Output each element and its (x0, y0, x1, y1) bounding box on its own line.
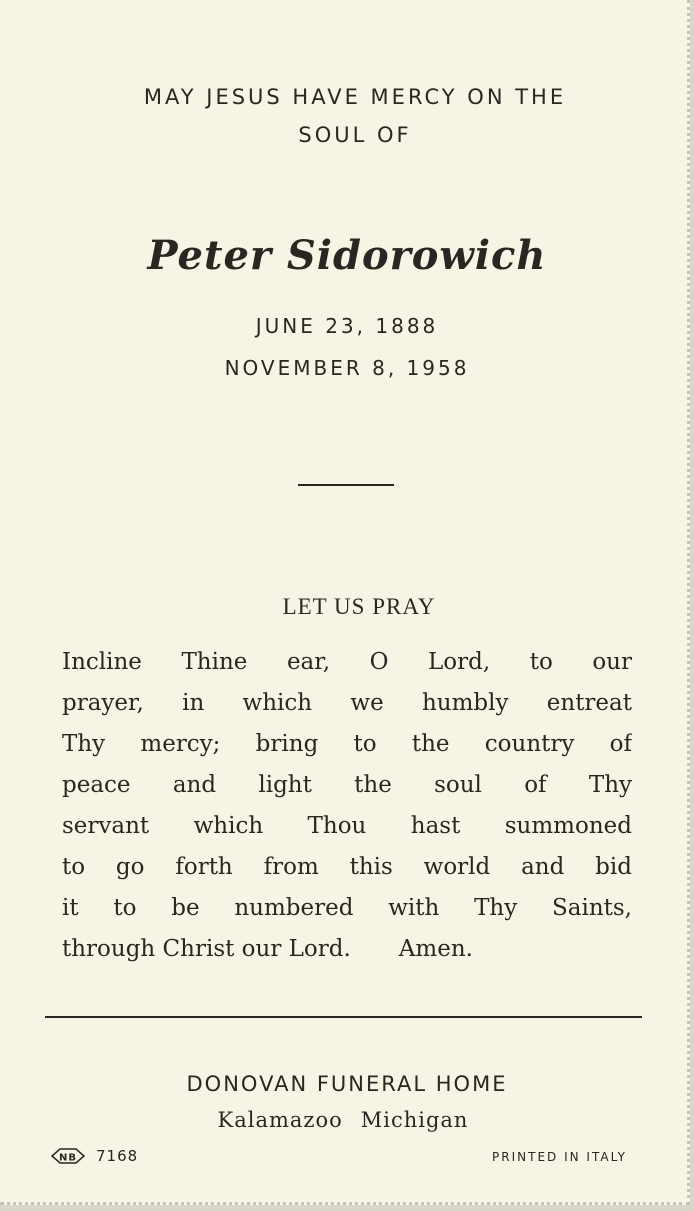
catalog-mark (50, 1146, 138, 1166)
short-divider (298, 484, 394, 486)
prayer-line: peace and light the soul of Thy (62, 772, 632, 798)
deceased-name: Peter Sidorowich (147, 232, 547, 279)
printed-in: PRINTED IN ITALY (492, 1150, 627, 1164)
catalog-number: 7168 (96, 1147, 139, 1165)
nb-publisher-logo-icon (50, 1146, 86, 1166)
prayer-line: prayer, in which we humbly entreat (62, 690, 632, 716)
svg-text:NB: NB (59, 1152, 77, 1164)
prayer-last-line (62, 929, 632, 970)
header-line-2: SOUL OF (298, 123, 412, 147)
long-divider (45, 1016, 642, 1018)
header-line-1: MAY JESUS HAVE MERCY ON THE (143, 85, 567, 109)
prayer-text (62, 642, 632, 970)
prayer-line: it to be numbered with Thy Saints, (62, 895, 632, 921)
amen: Amen. (398, 936, 473, 962)
prayer-title: LET US PRAY (282, 594, 436, 619)
funeral-home-state: Michigan (360, 1108, 469, 1132)
prayer-line: servant which Thou hast summoned (62, 813, 632, 839)
prayer-closing: through Christ our Lord. (62, 936, 351, 962)
funeral-home-name: DONOVAN FUNERAL HOME (186, 1072, 508, 1096)
funeral-home-location (0, 1108, 686, 1132)
birth-date: JUNE 23, 1888 (255, 314, 439, 338)
prayer-line: Thy mercy; bring to the country of (62, 731, 632, 757)
funeral-home-city: Kalamazoo (217, 1108, 343, 1132)
prayer-line: to go forth from this world and bid (62, 854, 632, 880)
death-date: NOVEMBER 8, 1958 (224, 356, 470, 380)
prayer-line: Incline Thine ear, O Lord, to our (62, 649, 632, 675)
